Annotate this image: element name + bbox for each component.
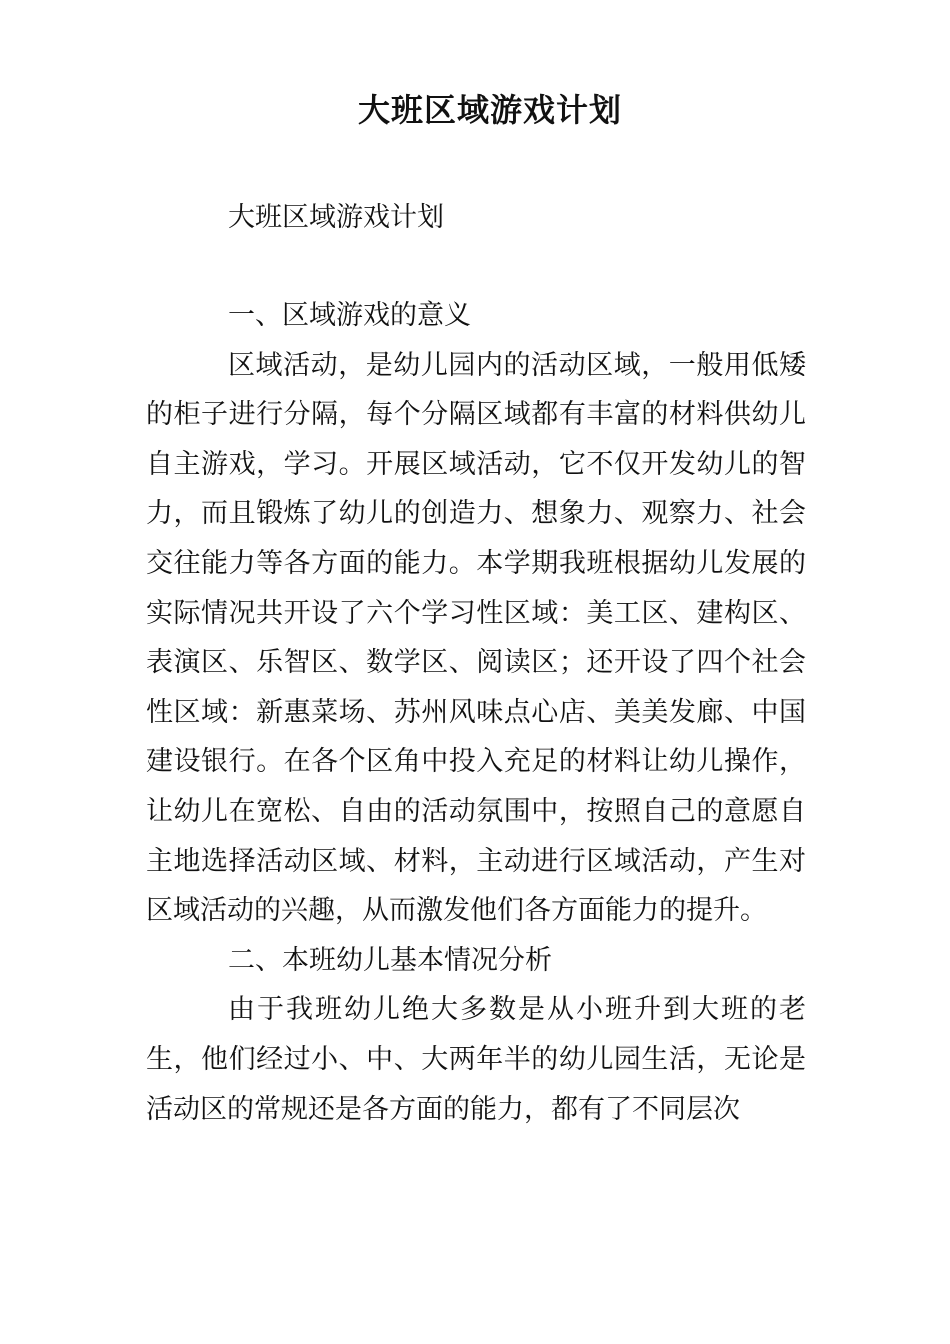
section-heading: 一、区域游戏的意义 (228, 300, 471, 331)
document-title: 大班区域游戏计划 (357, 91, 622, 129)
document-subtitle: 大班区域游戏计划 (228, 202, 444, 233)
section-heading: 二、本班幼儿基本情况分析 (228, 944, 552, 976)
body-paragraph: 区域活动，是幼儿园内的活动区域，一般用低矮的柜子进行分隔，每个分隔区域都有丰富的材料供幼儿自主游戏，学习。开展区域活动，它不仅开发幼儿的智力，而且锻炼了幼儿的创造力、想象力、观察力、社会交往能力等各方面的能力。本学期我班根据幼儿发展的实际情况共开设了六个学习性区域：美工区、建构区、表演区、乐智区、数学区、阅读区；还开设了四个社会性区域：新惠菜场、苏州风味点心店、美美发廊、中国建设银行。在各个区角中投入充足的材料让幼儿操作，让幼儿在宽松、自由的活动氛围中，按照自己的意愿自主地选择活动区域、材料，主动进行区域活动，产生对区域活动的兴趣，从而激发他们各方面能力的提升。 (146, 349, 806, 927)
document-body (146, 291, 806, 1134)
body-paragraph: 由于我班幼儿绝大多数是从小班升到大班的老生，他们经过小、中、大两年半的幼儿园生活，无论是活动区的常规还是各方面的能力，都有了不同层次 (146, 994, 806, 1125)
